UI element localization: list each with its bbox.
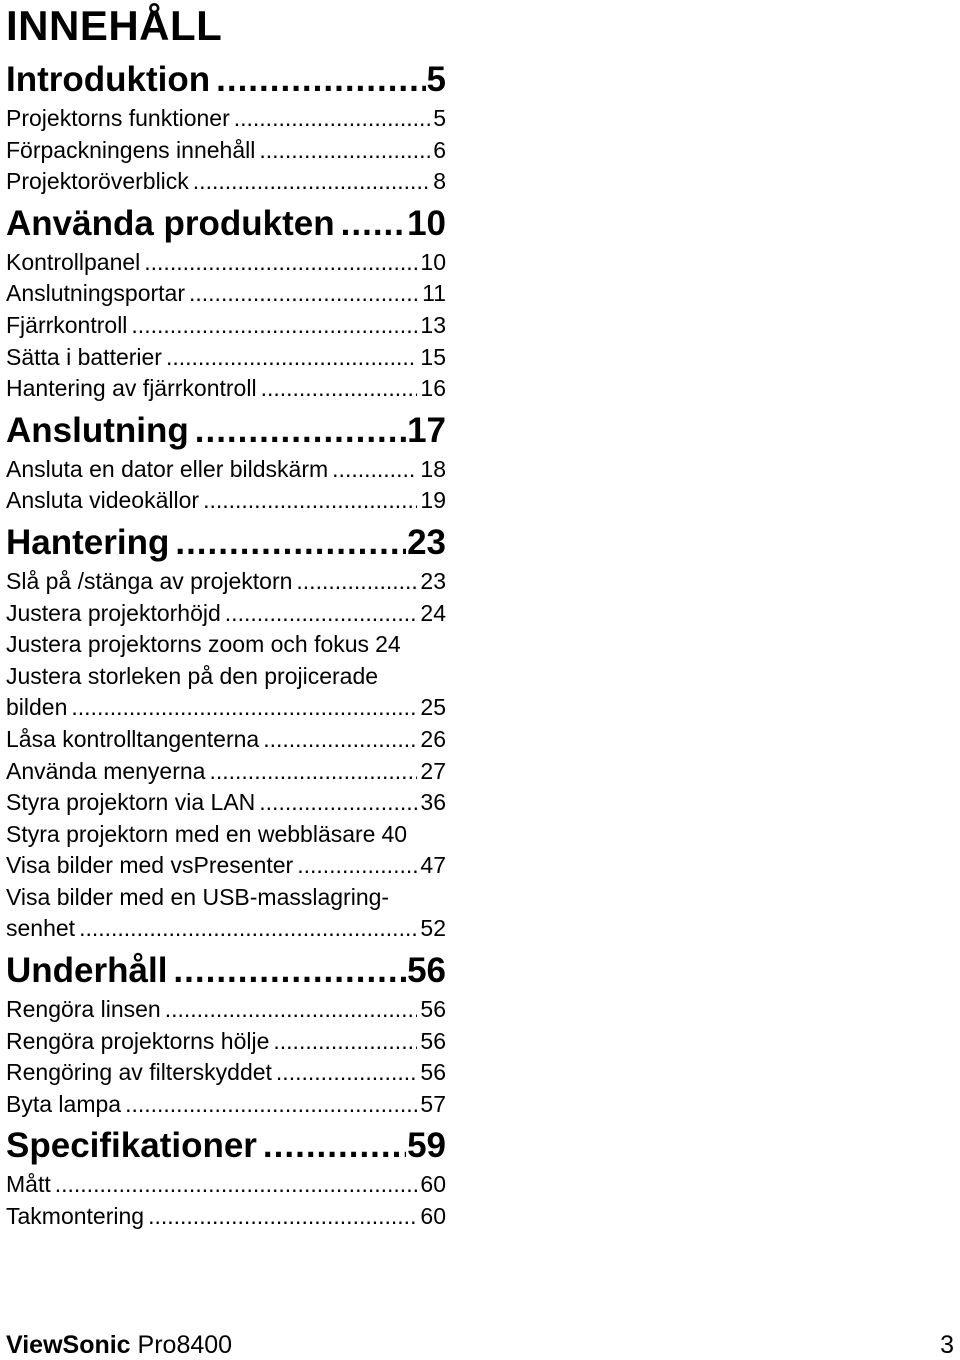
dot-leader xyxy=(203,485,417,517)
dot-leader xyxy=(165,994,418,1026)
entry-page-number: 8 xyxy=(433,168,446,195)
footer-brand xyxy=(6,1330,232,1360)
toc-entry[interactable] xyxy=(6,819,446,851)
dot-leader xyxy=(297,850,417,882)
toc-entry[interactable] xyxy=(6,994,446,1026)
entry-page-number: 56 xyxy=(420,1027,446,1054)
entry-page-number: 57 xyxy=(420,1090,446,1117)
section-page-number: 23 xyxy=(407,522,446,562)
section-page-number: 59 xyxy=(407,1126,446,1166)
toc-entry[interactable] xyxy=(6,1057,446,1089)
entry-page-number: 19 xyxy=(420,487,446,514)
entry-page-number: 56 xyxy=(420,996,446,1023)
toc-entry[interactable] xyxy=(6,373,446,405)
entry-title: Använda menyerna xyxy=(6,757,206,784)
entry-title-line2: bilden xyxy=(6,694,68,721)
dot-leader xyxy=(125,1089,417,1121)
entry-page-number: 52 xyxy=(420,915,446,942)
entry-title: Styra projektorn med en webbläsare xyxy=(6,820,376,847)
entry-page-number: 27 xyxy=(420,757,446,784)
entry-title-line2: senhet xyxy=(6,915,76,942)
entry-title: Slå på /stänga av projektorn xyxy=(6,567,293,594)
dot-leader xyxy=(175,523,406,563)
section-page-number: 17 xyxy=(407,410,446,450)
section-title: Specifikationer xyxy=(6,1126,257,1166)
toc-entry[interactable] xyxy=(6,278,446,310)
entry-title: Visa bilder med vsPresenter xyxy=(6,852,294,879)
dot-leader xyxy=(234,103,430,135)
toc-entry[interactable] xyxy=(6,1089,446,1121)
entry-title: Projektoröverblick xyxy=(6,168,189,195)
entry-page-number: 6 xyxy=(433,136,446,163)
dot-leader xyxy=(216,60,425,100)
dot-leader xyxy=(71,692,417,724)
entry-title: Ansluta videokällor xyxy=(6,487,200,514)
entry-page-number: 11 xyxy=(422,280,446,307)
brand-name: ViewSonic xyxy=(6,1331,131,1359)
toc-entry[interactable] xyxy=(6,342,446,374)
entry-title: Byta lampa xyxy=(6,1090,122,1117)
dot-leader xyxy=(273,1026,417,1058)
section-page-number: 10 xyxy=(407,203,446,243)
entry-title: Mått xyxy=(6,1171,51,1198)
entry-page-number: 56 xyxy=(420,1059,446,1086)
toc-entry[interactable] xyxy=(6,1026,446,1058)
toc-section-hantering[interactable] xyxy=(6,523,446,563)
dot-leader xyxy=(209,756,417,788)
toc-entry[interactable] xyxy=(6,135,446,167)
toc-section-anslutning[interactable] xyxy=(6,411,446,451)
entry-page-number: 60 xyxy=(420,1171,446,1198)
toc-section-underhall[interactable] xyxy=(6,951,446,991)
entry-title: Rengöring av filterskyddet xyxy=(6,1059,272,1086)
entry-title: Takmontering xyxy=(6,1203,145,1230)
toc-entry[interactable] xyxy=(6,454,446,486)
entry-page-number: 24 xyxy=(375,631,401,658)
entry-title: Ansluta en dator eller bildskärm xyxy=(6,455,329,482)
dot-leader xyxy=(263,1126,406,1166)
dot-leader xyxy=(166,342,417,374)
entry-title: Kontrollpanel xyxy=(6,248,141,275)
toc-entry[interactable] xyxy=(6,661,446,724)
dot-leader xyxy=(55,1169,418,1201)
entry-title: Styra projektorn via LAN xyxy=(6,789,256,816)
toc-entry[interactable] xyxy=(6,1201,446,1233)
entry-page-number: 13 xyxy=(420,311,446,338)
section-title: Underhåll xyxy=(6,951,168,991)
toc-section-anvanda-produkten[interactable] xyxy=(6,204,446,244)
entry-title-line1: Visa bilder med en USB-masslagring- xyxy=(6,883,390,910)
dot-leader xyxy=(79,913,417,945)
dot-leader xyxy=(332,454,417,486)
entry-page-number: 23 xyxy=(420,567,446,594)
entry-page-number: 36 xyxy=(420,789,446,816)
entry-title: Justera projektorns zoom och fokus xyxy=(6,631,370,658)
entry-title: Förpackningens innehåll xyxy=(6,136,256,163)
toc-entry[interactable] xyxy=(6,598,446,630)
toc-section-introduktion[interactable] xyxy=(6,60,446,100)
dot-leader xyxy=(173,951,406,991)
section-page-number: 56 xyxy=(407,951,446,991)
section-page-number: 5 xyxy=(426,60,446,99)
section-title: Använda produkten xyxy=(6,203,335,243)
entry-page-number: 24 xyxy=(420,599,446,626)
toc-entry[interactable] xyxy=(6,882,446,945)
toc-entry[interactable] xyxy=(6,166,446,198)
entry-page-number: 10 xyxy=(420,248,446,275)
dot-leader xyxy=(195,411,406,451)
entry-title: Sätta i batterier xyxy=(6,343,162,370)
toc-entry[interactable] xyxy=(6,787,446,819)
entry-title: Rengöra projektorns hölje xyxy=(6,1027,270,1054)
entry-page-number: 16 xyxy=(420,375,446,402)
dot-leader xyxy=(261,373,418,405)
dot-leader xyxy=(296,566,417,598)
dot-leader xyxy=(189,278,419,310)
toc-entry[interactable] xyxy=(6,756,446,788)
toc-entry[interactable] xyxy=(6,629,446,661)
toc-entry[interactable] xyxy=(6,566,446,598)
dot-leader xyxy=(259,135,430,167)
entry-page-number: 5 xyxy=(433,105,446,131)
entry-title: Fjärrkontroll xyxy=(6,311,128,338)
dot-leader xyxy=(263,724,417,756)
entry-page-number: 60 xyxy=(420,1203,446,1230)
section-title: Introduktion xyxy=(6,60,211,99)
toc-entry[interactable] xyxy=(6,485,446,517)
section-title: Anslutning xyxy=(6,410,189,450)
section-title: Hantering xyxy=(6,522,170,562)
entry-title: Låsa kontrolltangenterna xyxy=(6,725,260,752)
toc-entry[interactable] xyxy=(6,850,446,882)
toc-entry[interactable] xyxy=(6,724,446,756)
entry-title: Anslutningsportar xyxy=(6,280,185,307)
dot-leader xyxy=(144,247,417,279)
dot-leader xyxy=(276,1057,417,1089)
entry-title: Rengöra linsen xyxy=(6,996,161,1023)
dot-leader xyxy=(225,598,418,630)
dot-leader xyxy=(193,166,430,198)
entry-title: Justera projektorhöjd xyxy=(6,599,221,626)
dot-leader xyxy=(148,1201,417,1233)
dot-leader xyxy=(259,787,417,819)
page-title: INNEHÅLL xyxy=(6,2,223,49)
entry-page-number: 47 xyxy=(420,852,446,879)
model-name: Pro8400 xyxy=(137,1331,233,1359)
dot-leader xyxy=(131,310,417,342)
entry-page-number: 25 xyxy=(420,694,446,721)
toc-entry[interactable] xyxy=(6,247,446,279)
table-of-contents xyxy=(6,60,446,1233)
entry-page-number: 26 xyxy=(420,725,446,752)
footer-page-number: 3 xyxy=(940,1331,954,1359)
entry-title-line1: Justera storleken på den projicerade xyxy=(6,662,379,689)
entry-page-number: 40 xyxy=(381,820,408,847)
toc-entry[interactable] xyxy=(6,103,446,135)
entry-title: Hantering av fjärrkontroll xyxy=(6,375,257,402)
toc-entry[interactable] xyxy=(6,1169,446,1201)
toc-entry[interactable] xyxy=(6,310,446,342)
entry-title: Projektorns funktioner xyxy=(6,105,230,131)
entry-page-number: 18 xyxy=(420,455,446,482)
toc-section-specifikationer[interactable] xyxy=(6,1126,446,1166)
dot-leader xyxy=(341,204,406,244)
entry-page-number: 15 xyxy=(420,343,446,370)
